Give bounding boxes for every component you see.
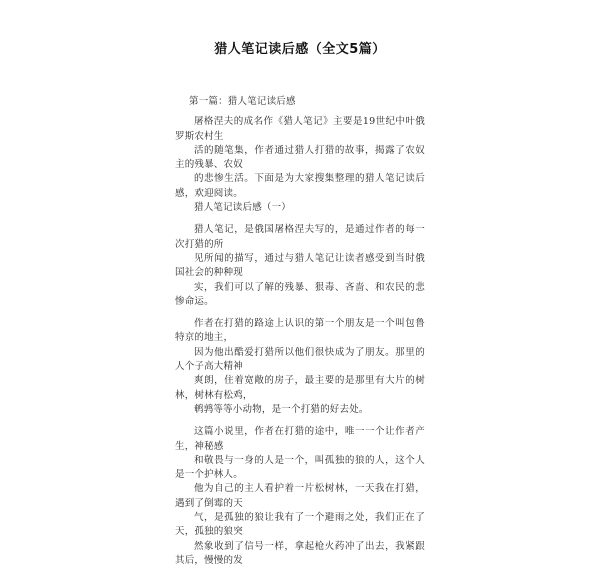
paragraph-3 [175, 317, 425, 417]
paragraph-4 [175, 425, 425, 568]
document-title: 猎人笔记读后感（全文5篇） [214, 42, 386, 57]
paragraph-line: 他为自己的主人看护着一片松树林，一天我在打猎，遇到了倒霉的天 [175, 483, 425, 509]
paragraph-line: 这篇小说里，作者在打猎的途中，唯一一个让作者产生，神秘感 [175, 426, 425, 452]
paragraph-line: 的悲惨生活。下面是为大家搜集整理的猎人笔记读后感，欢迎阅读。 [175, 173, 425, 199]
paragraph-line: 爽朗，住着宽敞的房子，最主要的是那里有大片的树林，树林有松鸡， [175, 375, 425, 401]
paragraph-1 [175, 115, 425, 215]
paragraph-line: 然象收到了信号一样，拿起枪火药冲了出去，我紧跟其后，慢慢的发 [175, 540, 425, 566]
paragraph-line: 鹌鹑等等小动物，是一个打猎的好去处。 [194, 403, 369, 415]
paragraph-line: 猎人笔记，是俄国屠格涅夫写的，是通过作者的每一次打猎的所 [175, 224, 425, 250]
paragraph-line: 实，我们可以了解的残暴、狠毒、吝啬、和农民的悲惨命运。 [175, 281, 425, 307]
paragraph-line: 见所闻的描写，通过与猎人笔记让读者感受到当时俄国社会的种种现 [175, 252, 425, 279]
document-body [175, 95, 425, 576]
paragraph-line: 活的随笔集，作者通过猎人打猎的故事，揭露了农奴主的残暴、农奴 [175, 144, 425, 171]
section-heading: 第一篇：猎人笔记读后感 [189, 96, 296, 107]
paragraph-line: 屠格涅夫的成名作《猎人笔记》主要是19世纪中叶俄罗斯农村生 [175, 116, 425, 142]
paragraph-line: 气，是孤独的狼让我有了一个避雨之处，我们正在了天，孤独的狼突 [175, 512, 425, 538]
paragraph-line: 作者在打猎的路途上认识的第一个朋友是一个叫包鲁特京的地主， [175, 318, 425, 344]
paragraph-line: 因为他出酷爱打猎所以他们很快成为了朋友。那里的人个子高大精神 [175, 346, 425, 373]
paragraph-line: 猎人笔记读后感（一） [194, 202, 292, 214]
paragraph-line: 和敬畏与一身的人是一个，叫孤独的狼的人，这个人是一个护林人。 [175, 454, 425, 481]
paragraph-2 [175, 223, 425, 309]
